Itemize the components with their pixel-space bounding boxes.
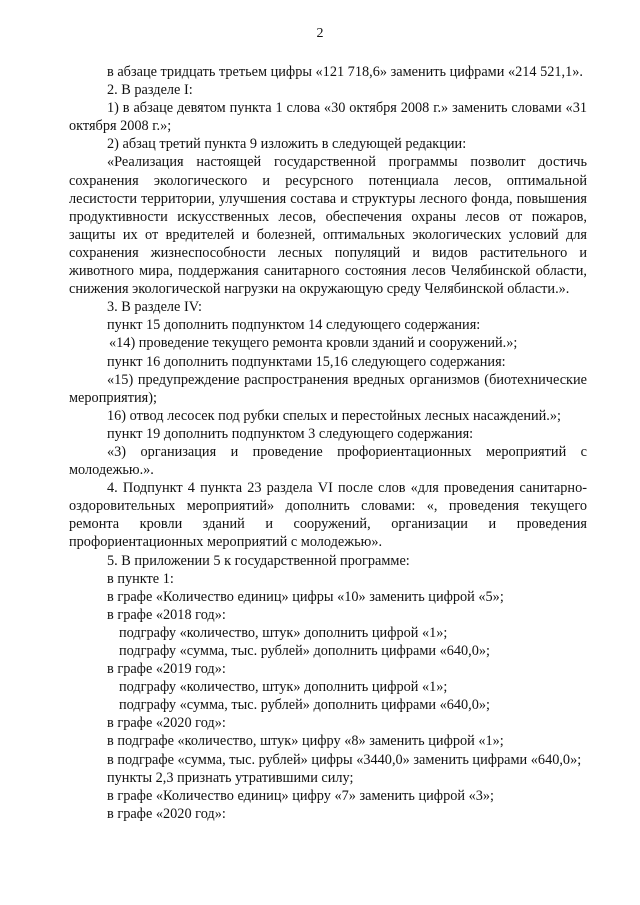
- paragraph: в графе «Количество единиц» цифру «7» заменить цифрой «3»;: [107, 787, 495, 804]
- paragraph: в подграфе «сумма, тыс. рублей» цифры «3440,0» заменить цифрами «640,0»;: [107, 751, 582, 768]
- paragraph: 16) отвод лесосек под рубки спелых и перестойных лесных насаждений.»;: [107, 407, 561, 424]
- section-heading: 3. В разделе IV:: [107, 299, 202, 316]
- paragraph: пункт 19 дополнить подпунктом 3 следующего содержания:: [107, 425, 474, 442]
- paragraph: «3) организация и проведение профориентационных мероприятий с молодежью.».: [69, 443, 587, 479]
- paragraph: в пункте 1:: [107, 570, 174, 587]
- section-heading: 5. В приложении 5 к государственной программе:: [107, 552, 410, 569]
- page-number: 2: [316, 26, 324, 41]
- paragraph: «14) проведение текущего ремонта кровли зданий и сооружений.»;: [109, 335, 518, 352]
- paragraph: подграфу «сумма, тыс. рублей» дополнить цифрами «640,0»;: [119, 697, 491, 714]
- paragraph: пункт 16 дополнить подпунктами 15,16 следующего содержания:: [107, 353, 506, 370]
- paragraph: в абзаце тридцать третьем цифры «121 718,6» заменить цифрами «214 521,1».: [107, 64, 583, 80]
- paragraph: в подграфе «количество, штук» цифру «8» заменить цифрой «1»;: [107, 733, 504, 750]
- paragraph: пункты 2,3 признать утратившими силу;: [107, 769, 354, 786]
- paragraph: 2) абзац третий пункта 9 изложить в следующей редакции:: [107, 136, 467, 153]
- paragraph: 2. В разделе I:: [107, 82, 193, 99]
- paragraph: подграфу «количество, штук» дополнить цифрой «1»;: [119, 624, 448, 641]
- paragraph: в графе «Количество единиц» цифры «10» заменить цифрой «5»;: [107, 588, 504, 605]
- document-body: [69, 63, 587, 823]
- paragraph: подграфу «количество, штук» дополнить цифрой «1»;: [119, 679, 448, 696]
- quoted-paragraph: «Реализация настоящей государственной программы позволит достичь сохранения экологического и ресурсного потенциала лесов, оптимальной лесистости территории, улучшения состава и структуры лесного фонда, повышения продуктивности искусственных лесов, обеспечения охраны лесов от пожаров, защиты их от вредителей и болезней, оптимальных экологических условий для сохранения жизнеспособности лесных популяций и видов растительного и животного мира, поддержания санитарного состояния лесов Челябинской области, снижения экологической нагрузки на окружающую среду Челябинской области.».: [69, 154, 587, 298]
- paragraph: в графе «2019 год»:: [107, 661, 226, 678]
- paragraph: подграфу «сумма, тыс. рублей» дополнить цифрами «640,0»;: [119, 643, 491, 659]
- paragraph: в графе «2020 год»:: [107, 715, 226, 732]
- paragraph: 1) в абзаце девятом пункта 1 слова «30 октября 2008 г.» заменить словами «31 октября 2008 г.»;: [69, 100, 587, 135]
- paragraph: пункт 15 дополнить подпунктом 14 следующего содержания:: [107, 317, 481, 334]
- paragraph: «15) предупреждение распространения вредных организмов (биотехнические мероприятия);: [69, 371, 587, 406]
- paragraph: 4. Подпункт 4 пункта 23 раздела VI после слов «для проведения санитарно-оздоровительных мероприятий» дополнить словами: «, проведения текущего ремонта кровли зданий и сооружений, организации и проведения профориентационных мероприятий с молодежью».: [69, 480, 587, 551]
- paragraph: в графе «2020 год»:: [107, 805, 226, 822]
- paragraph: в графе «2018 год»:: [107, 606, 226, 623]
